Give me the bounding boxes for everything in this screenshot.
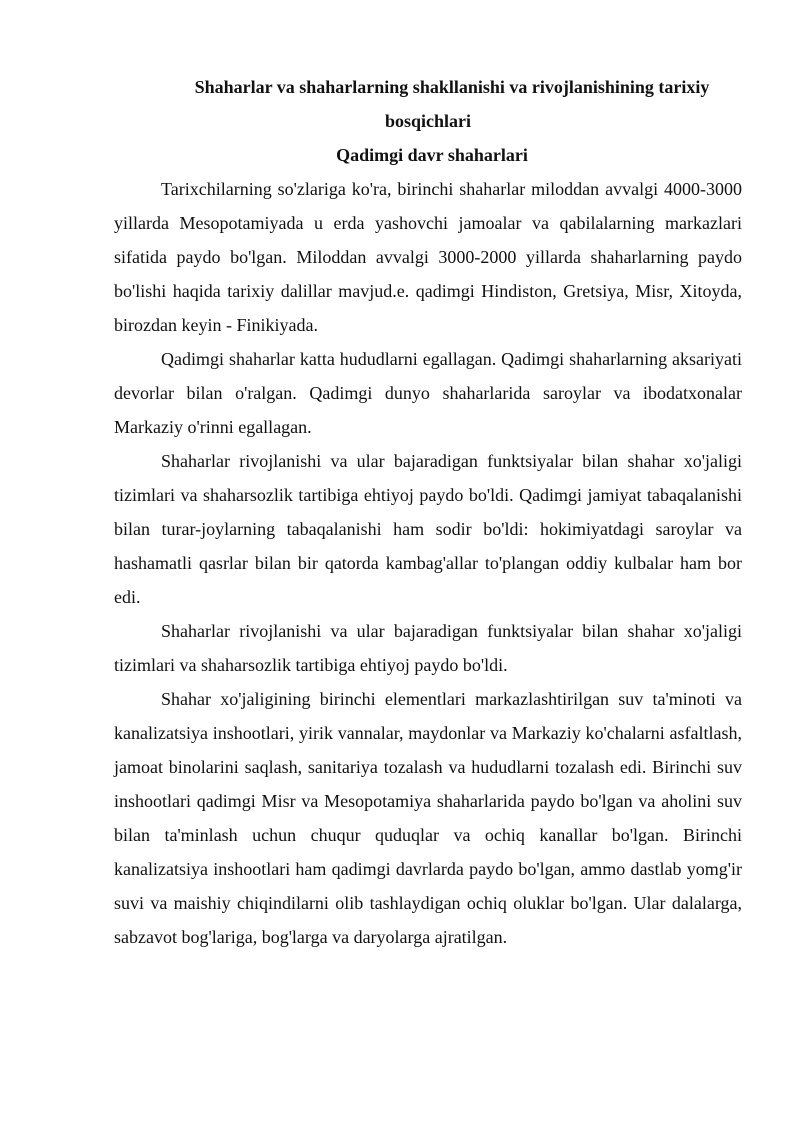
paragraph-4: Shaharlar rivojlanishi va ular bajaradigan funktsiyalar bilan shahar xo'jaligi tizimlari va shaharsozlik tartibiga ehtiyoj paydo bo'ldi. [114, 621, 742, 675]
paragraph-3: Shaharlar rivojlanishi va ular bajaradigan funktsiyalar bilan shahar xo'jaligi tizimlari va shaharsozlik tartibiga ehtiyoj paydo bo'ldi. Qadimgi jamiyat tabaqalanishi bilan turar-joylarning tabaqalanishi ham sodir bo'ldi: hokimiyatdagi saroylar va hashamatli qasrlar bilan bir qatorda kambag'allar to'plangan oddiy kulbalar ham bor edi. [114, 451, 742, 607]
document-title-line-1: Shaharlar va shaharlarning shakllanishi va rivojlanishining tarixiy [194, 77, 710, 97]
paragraph-1: Tarixchilarning so'zlariga ko'ra, birinchi shaharlar miloddan avvalgi 4000-3000 yillarda Mesopotamiyada u erda yashovchi jamoalar va qabilalarning markazlari sifatida paydo bo'lgan. Miloddan avvalgi 3000-2000 yillarda shaharlarning paydo bo'lishi haqida tarixiy dalillar mavjud.e. qadimgi Hindiston, Gretsiya, Misr, Xitoyda, birozdan keyin - Finikiyada. [114, 179, 742, 335]
paragraph-2: Qadimgi shaharlar katta hududlarni egallagan. Qadimgi shaharlarning aksariyati devorlar bilan o'ralgan. Qadimgi dunyo shaharlarida saroylar va ibodatxonalar Markaziy o'rinni egallagan. [114, 349, 742, 437]
paragraph-5: Shahar xo'jaligining birinchi elementlari markazlashtirilgan suv ta'minoti va kanalizatsiya inshootlari, yirik vannalar, maydonlar va Markaziy ko'chalarni asfaltlash, jamoat binolarini saqlash, sanitariya tozalash va hududlarni tozalash edi. Birinchi suv inshootlari qadimgi Misr va Mesopotamiya shaharlarida paydo bo'lgan va aholini suv bilan ta'minlash uchun chuqur quduqlar va ochiq kanallar bo'lgan. Birinchi kanalizatsiya inshootlari ham qadimgi davrlarda paydo bo'lgan, ammo dastlab yomg'ir suvi va maishiy chiqindilarni olib tashlaydigan ochiq oluklar bo'lgan. Ular dalalarga, sabzavot bog'lariga, bog'larga va daryolarga ajratilgan. [114, 689, 742, 947]
section-heading: Qadimgi davr shaharlari [336, 145, 528, 165]
document-page [114, 70, 742, 954]
document-title-line-2: bosqichlari [384, 111, 472, 131]
